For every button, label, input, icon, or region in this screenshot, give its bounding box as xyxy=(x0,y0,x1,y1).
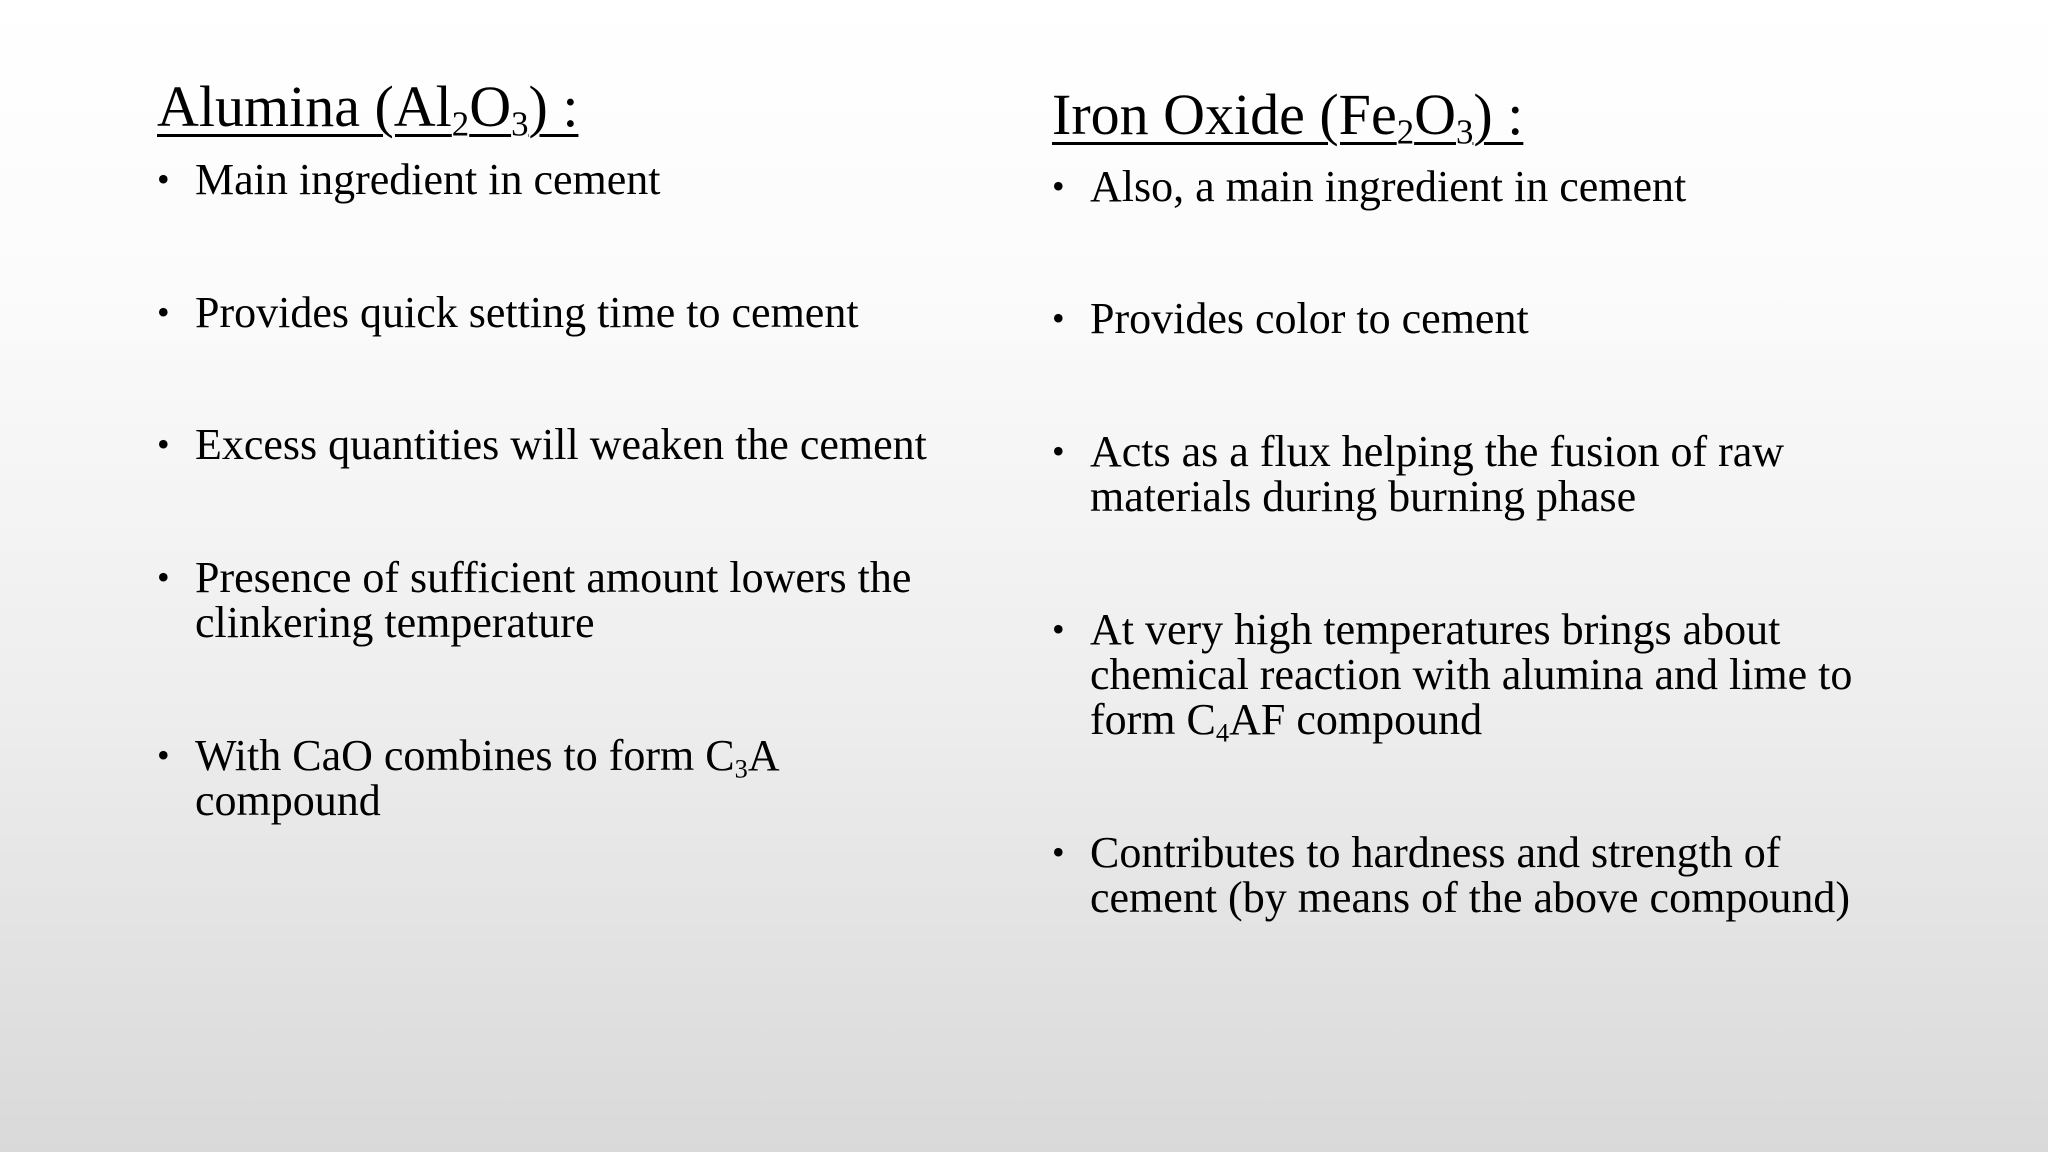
alumina-bullet-4 xyxy=(157,555,982,645)
bullet-text: At very high temperatures brings about chemical reaction with alumina and lime to form $C_4AF$ compound xyxy=(1090,605,1853,748)
bullet-marker: • xyxy=(1052,832,1065,872)
bullet-marker: • xyxy=(157,292,170,332)
iron-oxide-bullet-2 xyxy=(1052,296,1882,341)
iron-oxide-bullet-5 xyxy=(1052,830,1882,920)
alumina-bullet-3 xyxy=(157,422,997,467)
bullet-text: Also, a main ingredient in cement xyxy=(1090,162,1687,211)
alumina-bullet-5 xyxy=(157,733,837,823)
bullet-marker: • xyxy=(1052,431,1065,471)
bullet-marker: • xyxy=(157,424,170,464)
alumina-heading: Alumina $(Al_2O_3)$ : xyxy=(157,74,579,144)
bullet-text: Excess quantities will weaken the cement xyxy=(195,420,927,469)
bullet-text: Provides quick setting time to cement xyxy=(195,288,859,337)
bullet-marker: • xyxy=(1052,298,1065,338)
bullet-marker: • xyxy=(157,735,170,775)
bullet-text: With CaO combines to form $C_3A$ compound xyxy=(195,731,778,825)
bullet-marker: • xyxy=(157,159,170,199)
alumina-bullet-2 xyxy=(157,290,997,335)
bullet-marker: • xyxy=(1052,609,1065,649)
bullet-marker: • xyxy=(157,557,170,597)
bullet-text: Presence of sufficient amount lowers the clinkering temperature xyxy=(195,553,912,647)
bullet-text: Acts as a flux helping the fusion of raw materials during burning phase xyxy=(1090,427,1785,521)
iron-oxide-bullet-1 xyxy=(1052,164,1882,209)
bullet-text: Contributes to hardness and strength of cement (by means of the above compound) xyxy=(1090,828,1850,922)
iron-oxide-bullet-4 xyxy=(1052,605,1897,748)
bullet-marker: • xyxy=(1052,166,1065,206)
bullet-text: Main ingredient in cement xyxy=(195,155,661,204)
alumina-bullet-1 xyxy=(157,157,997,202)
iron-oxide-bullet-3 xyxy=(1052,429,1882,519)
iron-oxide-heading: Iron Oxide $(Fe_2O_3)$ : xyxy=(1052,82,1524,152)
bullet-text: Provides color to cement xyxy=(1090,294,1529,343)
